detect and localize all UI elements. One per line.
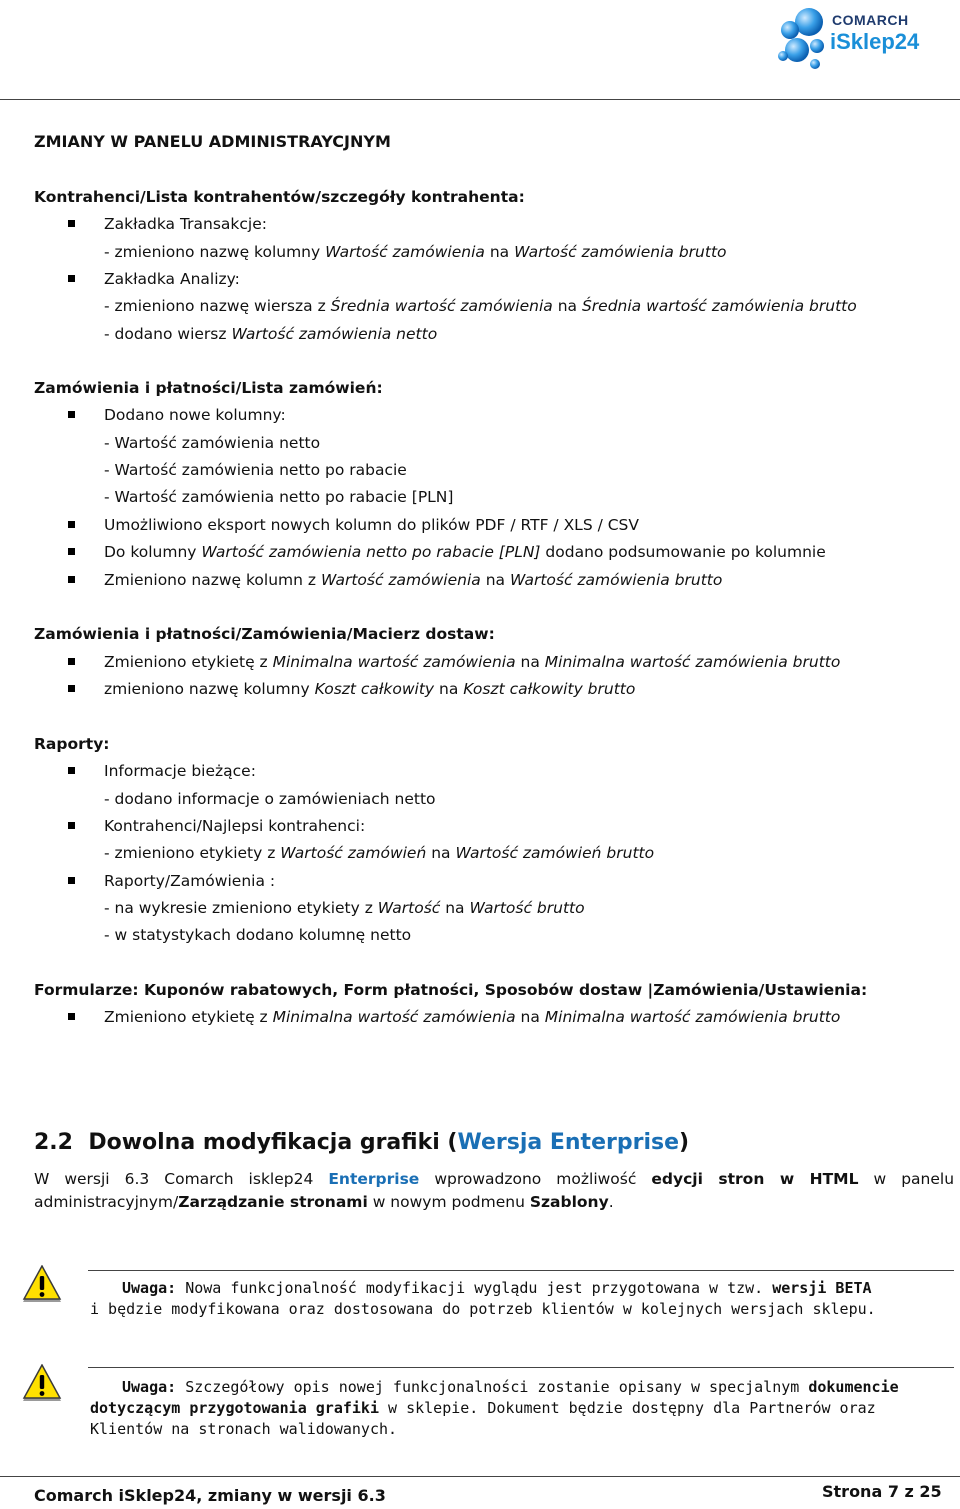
s1-detail-2: - zmieniono nazwę wiersza z Średnia wartość zamówienia na Średnia wartość zamówienia brutto [104,297,857,315]
s1-detail-1: - zmieniono nazwę kolumny Wartość zamówienia na Wartość zamówienia brutto [104,243,727,261]
bullet-icon [68,576,75,583]
warning-1-text: Uwaga: Nowa funkcjonalność modyfikacji wyglądu jest przygotowana w tzw. wersji BETA i będzie modyfikowana oraz dostosowana do potrzeb klientów w kolejnych wersjach sklepu. [90,1279,876,1318]
paragraph: W wersji 6.3 Comarch isklep24 Enterprise wprowadzono możliwość edycji stron w HTML w panelu administracyjnym/Zarządzanie stronami w nowym podmenu Szablony. [34,1170,955,1211]
s4-item-1: Informacje bieżące: [104,762,256,780]
s4-detail-1: - dodano informacje o zamówieniach netto [104,790,436,808]
warning-icon [20,1265,64,1305]
s2-item-2: Umożliwiono eksport nowych kolumn do plików PDF / RTF / XLS / CSV [104,516,639,534]
s4-title: Raporty: [34,735,110,753]
s2-detail-2: - Wartość zamówienia netto po rabacie [104,461,407,479]
s2-item-4: Zmieniono nazwę kolumn z Wartość zamówienia na Wartość zamówienia brutto [104,571,723,589]
bullet-icon [68,1013,75,1020]
bullet-icon [68,411,75,418]
bullet-icon [68,521,75,528]
s2-item-1: Dodano nowe kolumny: [104,406,286,424]
s1-detail-3: - dodano wiersz Wartość zamówienia netto [104,325,438,343]
s1-title: Kontrahenci/Lista kontrahentów/szczegóły kontrahenta: [34,188,525,206]
page-number: Strona 7 z 25 [822,1482,942,1501]
footer-divider [0,1476,960,1477]
s4-detail-4: - w statystykach dodano kolumnę netto [104,926,412,944]
s3-item-1: Zmieniono etykietę z Minimalna wartość zamówienia na Minimalna wartość zamówienia brutto [104,653,841,671]
footer-title: Comarch iSklep24, zmiany w wersji 6.3 [34,1486,386,1505]
s4-detail-2: - zmieniono etykiety z Wartość zamówień na Wartość zamówień brutto [104,844,655,862]
bullet-icon [68,220,75,227]
s5-title: Formularze: Kuponów rabatowych, Form płatności, Sposobów dostaw |Zamówienia/Ustawienia: [34,981,868,999]
bullet-icon [68,767,75,774]
s5-item-1: Zmieniono etykietę z Minimalna wartość zamówienia na Minimalna wartość zamówienia brutto [104,1008,841,1026]
warning-2-divider [88,1367,954,1368]
s2-detail-3: - Wartość zamówienia netto po rabacie [PLN] [104,488,454,506]
bullet-icon [68,275,75,282]
s2-title: Zamówienia i płatności/Lista zamówień: [34,379,383,397]
s4-item-2: Kontrahenci/Najlepsi kontrahenci: [104,817,366,835]
s3-title: Zamówienia i płatności/Zamówienia/Macierz dostaw: [34,625,495,643]
s1-item-1: Zakładka Transakcje: [104,215,267,233]
s3-item-2: zmieniono nazwę kolumny Koszt całkowity na Koszt całkowity brutto [104,680,636,698]
s1-item-2: Zakładka Analizy: [104,270,240,288]
s4-detail-3: - na wykresie zmieniono etykiety z Wartość na Wartość brutto [104,899,585,917]
heading-2-2: 2.2 Dowolna modyfikacja grafiki (Wersja Enterprise) [34,1130,690,1155]
s2-detail-1: - Wartość zamówienia netto [104,434,321,452]
warning-icon [20,1364,64,1404]
logo-brand-comarch: COMARCH [832,12,909,28]
header-divider [0,99,960,100]
warning-2-text: Uwaga: Szczegółowy opis nowej funkcjonalności zostanie opisany w specjalnym dokumencie dotyczącym przygotowania grafiki w sklepie. Dokument będzie dostępny dla Partnerów oraz Klientów na stronach walidowanych. [90,1378,899,1438]
warning-1-divider [88,1270,954,1271]
bullet-icon [68,877,75,884]
bullet-icon [68,548,75,555]
logo-brand-isklep: iSklep24 [830,29,920,54]
bullet-icon [68,822,75,829]
bullet-icon [68,658,75,665]
s4-item-3: Raporty/Zamówienia : [104,872,276,890]
s2-item-3: Do kolumny Wartość zamówienia netto po rabacie [PLN] dodano podsumowanie po kolumnie [104,543,826,561]
section-title: ZMIANY W PANELU ADMINISTRAYCJNYM [34,132,391,151]
bullet-icon [68,685,75,692]
